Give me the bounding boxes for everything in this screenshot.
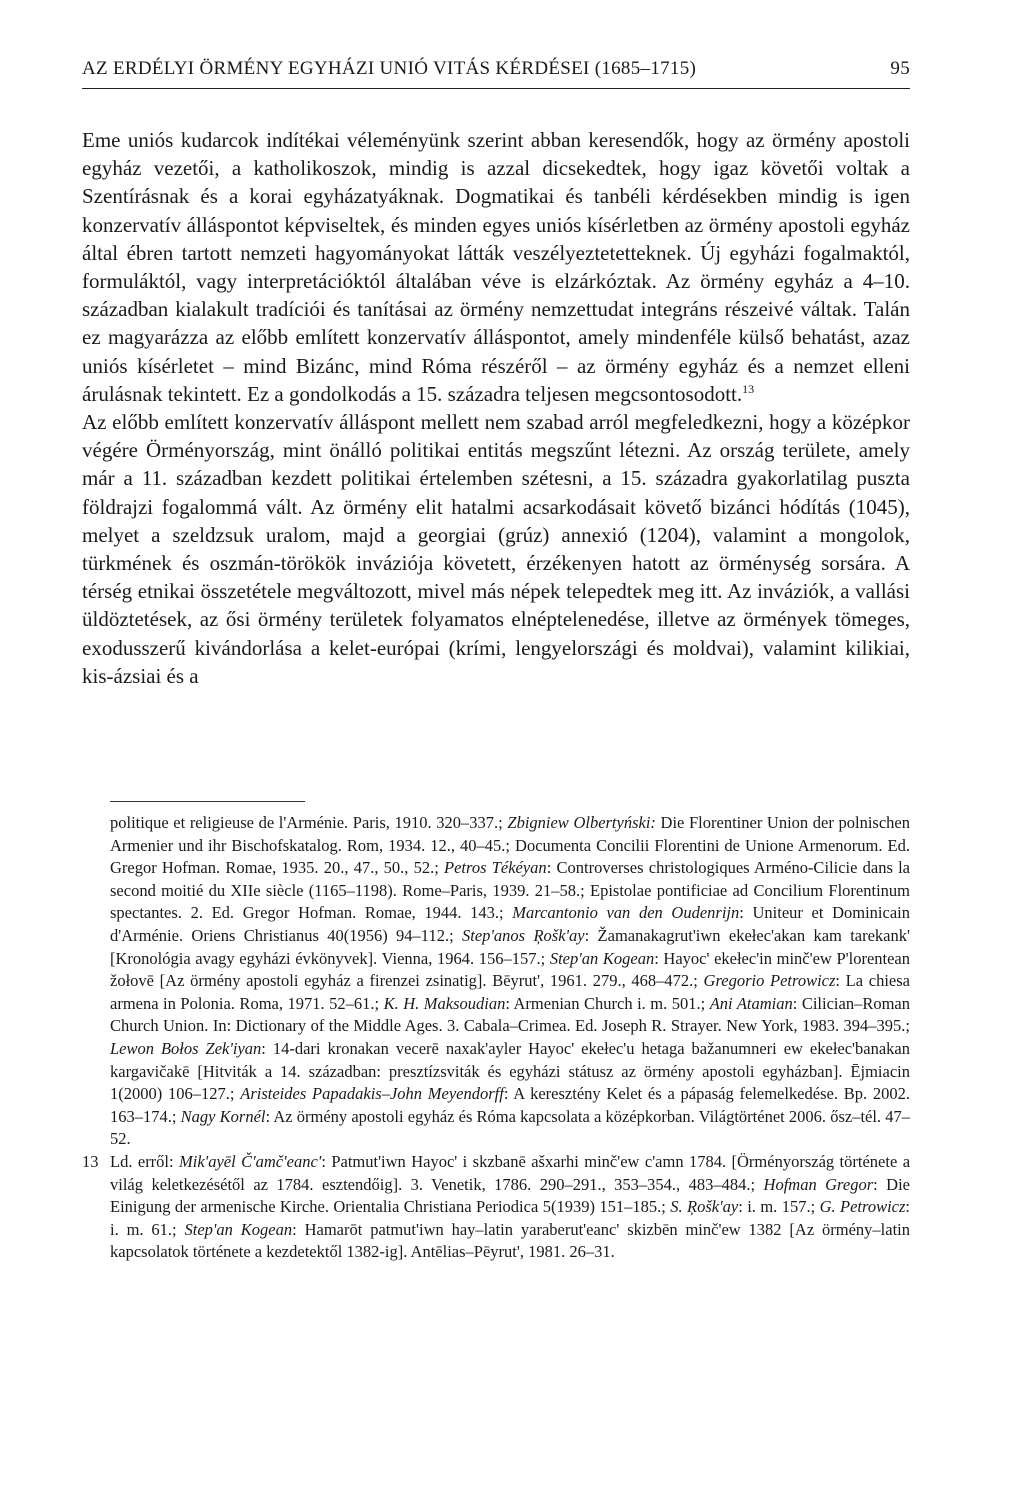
fn12-text-20: : A keresztény Kelet és a pápaság felemelkedése. Bp. 2002. 163–174.; bbox=[110, 1084, 911, 1126]
fn12-text-2: Die Florentiner Union der polnischen Armenier und ihr Bischofskatalog. Rom, 1934. 12., 40–45.; Documenta Concilii Florentini de Unione Armenorum. Ed. Gregor Hofman. Romae, 1935. 20., 47., 50., 52.; bbox=[110, 813, 910, 878]
main-text bbox=[82, 126, 910, 690]
running-title: AZ ERDÉLYI ÖRMÉNY EGYHÁZI UNIÓ VITÁS KÉRDÉSEI (1685–1715) bbox=[82, 58, 697, 79]
fn12-author-15: Ani Atamian bbox=[709, 993, 793, 1013]
paragraph-1-text: Eme uniós kudarcok indítékai véleményünk szerint abban keresendők, hogy az örmény apostoli egyház vezetői, a katholikoszok, mindig is azzal dicsekedtek, hogy igaz követői voltak a Szentírásnak és a korai egyházatyáknak. Dogmatikai és tanbéli kérdésekben mindig is igen konzervatív álláspontot képviseltek, és minden egyes uniós kísérletben az örmény apostoli egyház által ébren tartott nemzeti hagyományokat látták veszélyeztetetteknek. Új egyházi fogalmaktól, formuláktól, vagy interpretációktól általában véve is elzárkóztak. Az örmény egyház a 4–10. században kialakult tradíciói és tanításai az örmény nemzettudat integráns részeivé váltak. Talán ez magyarázza az előbb említett konzervatív álláspontot, amely mindenféle külső behatást, azaz uniós kísérletet – mind Bizánc, mind Róma részéről – az örmény egyház és a nemzet elleni árulásnak tekintett. Ez a gondolkodás a 15. századra teljesen megcsontosodott. bbox=[82, 128, 910, 406]
fn12-author-7: Step'anos Ŗošk'ay bbox=[462, 925, 585, 945]
fn12-author-19: Aristeides Papadakis–John Meyendorff bbox=[240, 1084, 504, 1104]
fn12-text-6: : Uniteur et Dominicain d'Arménie. Oriens Christianus 40(1956) 94–112.; bbox=[110, 903, 910, 945]
fn12-text-4: : Controverses christologiques Arméno-Cilicie dans la second moitié du XIIe siècle (1165–1198). Rome–Paris, 1939. 21–58.; Epistolae pontificiae ad Concilium Florentinum spectantes. 2. Ed. Gregor Hofman. Romae, 1944. 143.; bbox=[110, 858, 910, 923]
paragraph-2: Az előbb említett konzervatív álláspont mellett nem szabad arról megfeledkezni, hogy a középkor végére Örményország, mint önálló politikai entitás megszűnt létezni. Az ország területe, amely már a 11. században kezdett politikai értelemben szétesni, a 15. századra gyakorlatilag puszta földrajzi fogalommá vált. Az örmény elit hatalmi acsarkodásait követő bizánci hódítás (1045), melyet a szeldzsuk uralom, majd a georgiai (grúz) annexió (1204), valamint a mongolok, türkmének és oszmán-törökök inváziója követett, érzékenyen hatott az örménység sorsára. A térség etnikai összetétele megváltozott, mivel más népek telepedtek meg itt. Az inváziók, a vallási üldöztetések, az ősi örmény területek folyamatos elnéptelenedése, illetve az örmények tömeges, exodusszerű kivándorlása a kelet-európai (krími, lengyelországi és moldvai), valamint kilikiai, kis-ázsiai és a bbox=[82, 410, 910, 688]
fn12-text-16: : Cilician–Roman Church Union. In: Dictionary of the Middle Ages. 3. Cabala–Crimea. Ed. Joseph R. Strayer. New York, 1983. 394–395.; bbox=[110, 993, 910, 1036]
fn12-text-0: politique et religieuse de l'Arménie. Paris, 1910. 320–337.; bbox=[110, 813, 508, 832]
fn13-text-10: : Hamarōt patmut'iwn hay–latin yaraberut'eanc' skizbēn minč'ew 1382 [Az örmény–latin kapcsolatok története a kezdetektől 1382-ig]. Antēlias–Pēyrut', 1981. 26–31. bbox=[110, 1219, 910, 1262]
fn13-text-6: : i. m. 157.; bbox=[738, 1197, 820, 1217]
footnote-ref-13[interactable]: 13 bbox=[742, 381, 755, 396]
fn12-text-10: : Hayoc' ekełec'in minč'ew P'lorentean žołovē [Az örmény apostoli egyház a firenzei zsinatig]. Bēyrut', 1961. 279., 468–472.; bbox=[110, 948, 910, 991]
fn13-text-0: Ld. erről: bbox=[110, 1151, 180, 1171]
footnote-13-text bbox=[110, 1152, 910, 1261]
fn13-text-8: : i. m. 61.; bbox=[110, 1197, 911, 1239]
fn12-author-1: Zbigniew Olbertyński: bbox=[507, 813, 656, 832]
page-number: 95 bbox=[890, 58, 910, 79]
footnotes bbox=[82, 812, 910, 1264]
paragraph-1 bbox=[82, 126, 910, 408]
footnote-13 bbox=[82, 1151, 910, 1264]
fn12-text-22: : Az örmény apostoli egyház és Róma kapcsolata a középkorban. Világtörténet 2006. ősz–tél. 47–52. bbox=[110, 1106, 910, 1149]
fn12-author-21: Nagy Kornél bbox=[180, 1106, 266, 1126]
header-rule bbox=[82, 88, 910, 89]
fn13-text-4: : Die Einigung der armenische Kirche. Orientalia Christiana Periodica 5(1939) 151–185.; bbox=[110, 1174, 910, 1217]
footnote-rule bbox=[110, 801, 305, 802]
fn12-author-9: Step'an Kogean bbox=[549, 948, 655, 968]
fn12-text-14: : Armenian Church i. m. 501.; bbox=[505, 993, 710, 1013]
fn13-author-9: Step'an Kogean bbox=[184, 1219, 293, 1239]
fn12-author-17: Lewon Bołos Zek'iyan bbox=[110, 1038, 262, 1058]
footnote-12-continuation bbox=[82, 812, 910, 1151]
fn12-text-12: : La chiesa armena in Polonia. Roma, 1971. 52–61.; bbox=[110, 971, 910, 1013]
fn12-author-11: Gregorio Petrowicz bbox=[703, 971, 836, 991]
running-head bbox=[82, 58, 910, 80]
fn13-author-7: G. Petrowicz bbox=[819, 1197, 906, 1217]
fn12-text-8: : Žamanakagrut'iwn ekełec'akan kam tarekank' [Kronológia avagy egyházi évkönyvek]. Vienna, 1964. 156–157.; bbox=[110, 925, 910, 968]
fn12-author-5: Marcantonio van den Oudenrijn bbox=[512, 903, 740, 923]
fn12-text-18: : 14-dari kronakan vecerē naxak'ayler Hayoc' ekełec'u hetaga bažanumneri ew ekełec'banakan kargavičakē [Hitviták a 14. században: presztízsviták és egyházi státusz az örmény apostoli egyházban]. Ējmiacin 1(2000) 106–127.; bbox=[110, 1038, 910, 1104]
fn13-text-2: : Patmut'iwn Hayoc' i skzbanē ašxarhi minč'ew c'amn 1784. [Örményország története a világ keletkezésétől az 1784. esztendőig]. 3. Venetik, 1786. 290–291., 353–354., 483–484.; bbox=[110, 1151, 911, 1194]
fn13-author-5: S. Ŗošk'ay bbox=[670, 1197, 739, 1217]
fn12-author-13: K. H. Maksoudian bbox=[383, 993, 506, 1013]
footnote-13-number: 13 bbox=[82, 1151, 99, 1171]
fn12-author-3: Petros Tékéyan bbox=[444, 858, 547, 878]
fn13-author-1: Mik'ayēl Č'amč'eanc' bbox=[179, 1151, 322, 1171]
fn13-author-3: Hofman Gregor bbox=[763, 1174, 874, 1194]
